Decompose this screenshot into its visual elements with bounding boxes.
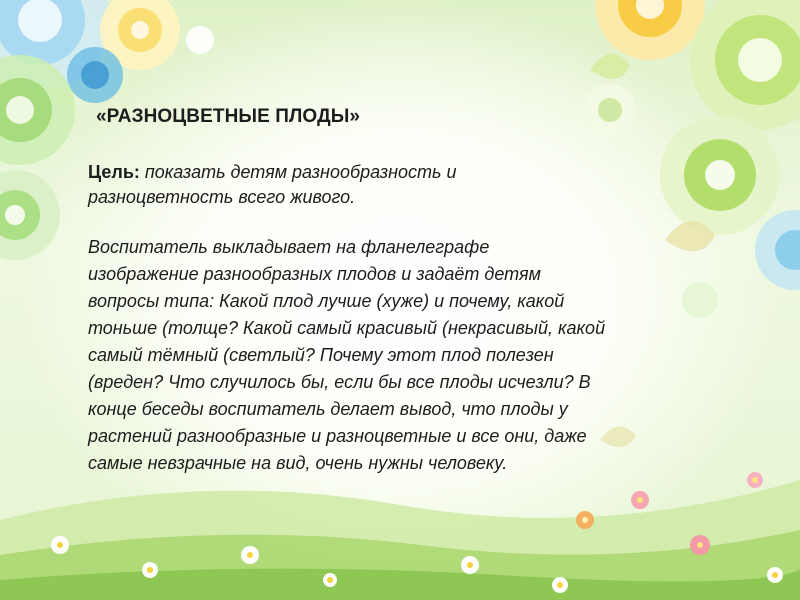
description-line: конце беседы воспитатель делает вывод, что плоды у (88, 399, 568, 419)
description-line: (вреден? Что случилось бы, если бы все плоды исчезли? В (88, 372, 591, 392)
description-line: самые невзрачные на вид, очень нужны человеку. (88, 453, 508, 473)
description-line: самый тёмный (светлый? Почему этот плод полезен (88, 345, 554, 365)
goal-text-line: показать детям разнообразность и (139, 162, 457, 182)
circle-cluster-left (0, 0, 214, 260)
goal-label: Цель: (88, 162, 140, 182)
description-line: тоньше (толще? Какой самый красивый (некрасивый, какой (88, 318, 606, 338)
slide-title: «РАЗНОЦВЕТНЫЕ ПЛОДЫ» (96, 106, 361, 127)
meadow-decoration (0, 480, 800, 600)
description-line: растений разнообразные и разноцветные и все они, даже (88, 426, 587, 446)
goal-paragraph (88, 160, 558, 210)
description-line: изображение разнообразных плодов и задаёт детям (88, 264, 541, 284)
description-line: вопросы типа: Какой плод лучше (хуже) и почему, какой (88, 291, 565, 311)
description-line: Воспитатель выкладывает на фланелеграфе (88, 237, 490, 257)
description-paragraph (88, 234, 733, 477)
goal-text-line: разноцветность всего живого. (88, 187, 356, 207)
